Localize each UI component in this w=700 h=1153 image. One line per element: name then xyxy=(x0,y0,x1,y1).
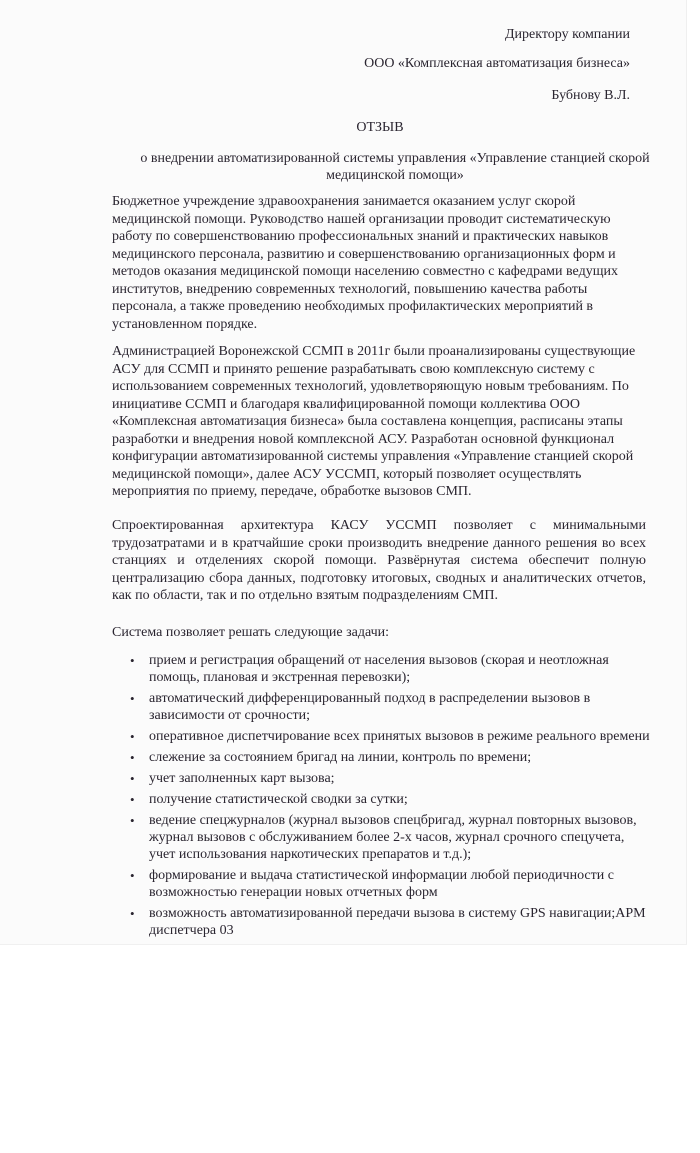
task-list xyxy=(112,652,652,943)
list-item-text: прием и регистрация обращений от населения вызовов (скорая и неотложная помощь, плановая и экстренная перевозки); xyxy=(149,653,609,685)
bullet-icon: • xyxy=(130,729,135,744)
addressee-name: Бубнову В.Л. xyxy=(551,88,630,103)
addressee-position: Директору компании xyxy=(505,27,630,42)
paragraph-tasks-intro: Система позволяет решать следующие задачи: xyxy=(112,625,390,640)
list-item-text: слежение за состоянием бригад на линии, контроль по времени; xyxy=(149,750,532,765)
bullet-icon: • xyxy=(130,750,135,765)
list-item xyxy=(112,770,652,787)
list-item xyxy=(112,791,652,808)
list-item xyxy=(112,690,652,724)
bullet-icon: • xyxy=(130,771,135,786)
bullet-icon: • xyxy=(130,792,135,807)
bullet-icon: • xyxy=(130,868,135,883)
bullet-icon: • xyxy=(130,813,135,828)
list-item-text: ведение спецжурналов (журнал вызовов спецбригад, журнал повторных вызовов, журнал вызовов с обслуживанием более 2-х часов, журнал срочного спецучета, учет использования наркотических препаратов и т.д.); xyxy=(149,813,637,862)
list-item-text: получение статистической сводки за сутки; xyxy=(149,792,408,807)
paragraph-architecture: Спроектированная архитектура КАСУ УССМП позволяет с минимальными трудозатратами и в кратчайшие сроки производить внедрение данного решения во всех станциях и отделениях скорой помощи. Развёрнутая система обеспечит полную централизацию сбора данных, подготовку итоговых, сводных и аналитических отчетов, как по области, так и по отдельно взятым подразделениям СМП. xyxy=(112,518,646,603)
list-item xyxy=(112,652,652,686)
document-title: ОТЗЫВ xyxy=(356,120,404,135)
list-item xyxy=(112,749,652,766)
list-item xyxy=(112,867,652,901)
addressee-company: ООО «Комплексная автоматизация бизнеса» xyxy=(364,56,630,71)
list-item-text: формирование и выдача статистической информации любой периодичности с возможностью генерации новых отчетных форм xyxy=(149,868,614,900)
list-item-text: возможность автоматизированной передачи вызова в систему GPS навигации;АРМ диспетчера 03 xyxy=(149,906,646,938)
bullet-icon: • xyxy=(130,653,135,668)
list-item xyxy=(112,905,652,939)
list-item-text: учет заполненных карт вызова; xyxy=(149,771,335,786)
bullet-icon: • xyxy=(130,906,135,921)
document-subtitle: о внедрении автоматизированной системы управления «Управление станцией скорой медицинской помощи» xyxy=(140,151,650,183)
paragraph-history: Администрацией Воронежской ССМП в 2011г были проанализированы существующие АСУ для ССМП и принято решение разрабатывать свою комплексную систему с использованием современных технологий, удовлетворяющую новым требованиям. По инициативе ССМП и благодаря квалифицированной помощи коллектива ООО «Комплексная автоматизация бизнеса» была составлена концепция, расписаны этапы разработки и внедрения новой комплексной АСУ. Разработан основной функционал конфигурации автоматизированной системы управления «Управление станцией скорой медицинской помощи», далее АСУ УССМП, который позволяет осуществлять мероприятия по приему, передаче, обработке вызовов СМП. xyxy=(112,344,636,499)
list-item-text: автоматический дифференцированный подход в распределении вызовов в зависимости от срочности; xyxy=(149,691,591,723)
list-item xyxy=(112,812,652,863)
list-item xyxy=(112,728,652,745)
list-item-text: оперативное диспетчирование всех принятых вызовов в режиме реального времени xyxy=(149,729,650,744)
paragraph-intro: Бюджетное учреждение здравоохранения занимается оказанием услуг скорой медицинской помощи. Руководство нашей организации проводит систематическую работу по совершенствованию профессиональных знаний и практических навыков медицинского персонала, развитию и совершенствованию организационных форм и методов оказания медицинской помощи населению совместно с кафедрами ведущих институтов, внедрению современных технологий, повышению качества работы персонала, а также проведению необходимых профилактических мероприятий в установленном порядке. xyxy=(112,194,618,332)
bullet-icon: • xyxy=(130,691,135,706)
